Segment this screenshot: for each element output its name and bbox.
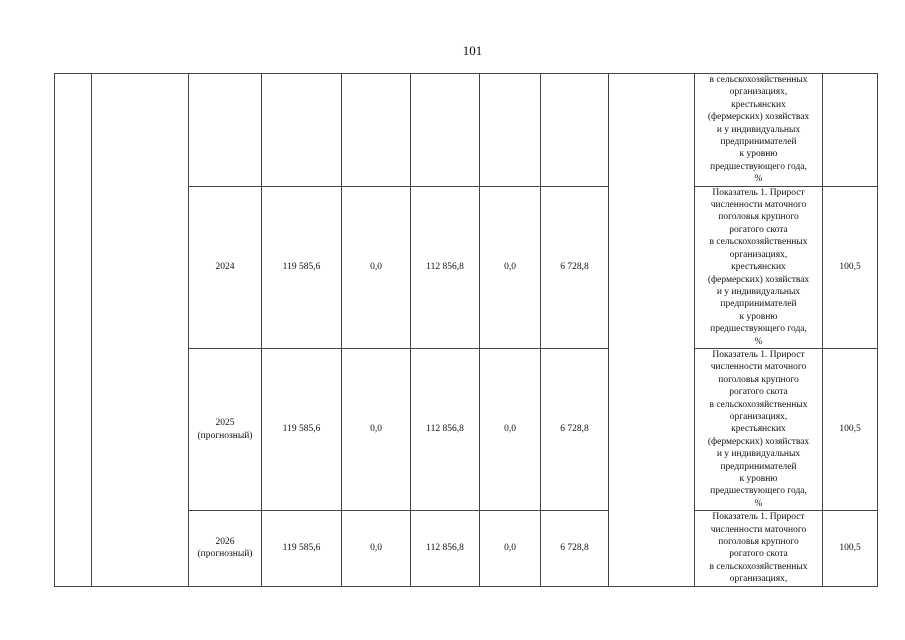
year-cell <box>189 348 262 510</box>
program-table <box>54 73 878 587</box>
value-cell: 100,5 <box>823 348 878 510</box>
year-label: 2024 <box>215 262 235 273</box>
regional-cell: 112 856,8 <box>411 511 480 586</box>
federal-cell: 0,0 <box>342 186 411 348</box>
indicator-line: и у индивидуальных <box>716 124 801 135</box>
indicator-line: Показатель 1. Прирост <box>712 349 805 360</box>
local-cell <box>480 74 541 187</box>
indicator-line: % <box>754 498 763 509</box>
indicator-line: численности маточного <box>710 362 807 373</box>
year-label: 2025 <box>215 418 235 429</box>
indicator-line: рогатого скота <box>729 387 788 398</box>
indicator-line: крестьянских <box>731 262 786 273</box>
executor-cell <box>609 74 695 587</box>
indicator-line: численности маточного <box>710 200 807 211</box>
year-cell <box>189 74 262 187</box>
number-cell <box>55 74 92 587</box>
indicator-line: предшествующего года, <box>710 486 807 497</box>
indicator-line: % <box>754 174 763 185</box>
indicator-line: и у индивидуальных <box>716 286 801 297</box>
other-cell: 6 728,8 <box>541 186 609 348</box>
indicator-cell <box>695 511 823 586</box>
local-cell: 0,0 <box>480 348 541 510</box>
regional-cell: 112 856,8 <box>411 186 480 348</box>
indicator-cell <box>695 348 823 510</box>
indicator-line: крестьянских <box>731 424 786 435</box>
year-cell <box>189 186 262 348</box>
local-cell: 0,0 <box>480 511 541 586</box>
indicator-line: (фермерских) хозяйствах <box>707 112 810 123</box>
indicator-line: к уровню <box>739 311 778 322</box>
federal-cell: 0,0 <box>342 511 411 586</box>
total-cell: 119 585,6 <box>262 186 342 348</box>
indicator-line: поголовья крупного <box>718 374 799 385</box>
federal-cell <box>342 74 411 187</box>
indicator-line: предшествующего года, <box>710 324 807 335</box>
other-cell: 6 728,8 <box>541 511 609 586</box>
indicator-line: поголовья крупного <box>718 537 799 548</box>
indicator-line: к уровню <box>739 149 778 160</box>
indicator-line: предпринимателей <box>720 461 797 472</box>
indicator-line: организациях, <box>729 411 788 422</box>
value-cell: 100,5 <box>823 511 878 586</box>
indicator-line: в сельскохозяйственных <box>709 75 808 85</box>
indicator-line: предпринимателей <box>720 299 797 310</box>
other-cell: 6 728,8 <box>541 348 609 510</box>
total-cell: 119 585,6 <box>262 511 342 586</box>
total-cell: 119 585,6 <box>262 348 342 510</box>
indicator-line: крестьянских <box>731 99 786 110</box>
federal-cell: 0,0 <box>342 348 411 510</box>
regional-cell <box>411 74 480 187</box>
indicator-line: поголовья крупного <box>718 212 799 223</box>
other-cell <box>541 74 609 187</box>
indicator-line: в сельскохозяйственных <box>709 399 808 410</box>
indicator-line: предшествующего года, <box>710 161 807 172</box>
indicator-line: к уровню <box>739 474 778 484</box>
local-cell: 0,0 <box>480 186 541 348</box>
regional-cell: 112 856,8 <box>411 348 480 510</box>
indicator-line: Показатель 1. Прирост <box>712 187 805 198</box>
indicator-line: в сельскохозяйственных <box>709 561 808 572</box>
total-cell <box>262 74 342 187</box>
year-note: (прогнозный) <box>197 549 253 560</box>
indicator-line: Показатель 1. Прирост <box>712 512 805 523</box>
page-number: 101 <box>462 43 483 58</box>
value-cell: 100,5 <box>823 186 878 348</box>
indicator-line: % <box>754 336 763 347</box>
indicator-line: численности маточного <box>710 524 807 535</box>
indicator-line: организациях, <box>729 249 788 260</box>
indicator-line: организациях, <box>729 87 788 98</box>
year-note: (прогнозный) <box>197 430 253 441</box>
indicator-line: и у индивидуальных <box>716 449 801 460</box>
indicator-line: предпринимателей <box>720 137 797 148</box>
table-row <box>55 74 878 187</box>
year-label: 2026 <box>215 537 235 548</box>
indicator-line: в сельскохозяйственных <box>709 237 808 248</box>
year-cell <box>189 511 262 586</box>
name-cell <box>92 74 189 587</box>
indicator-line: (фермерских) хозяйствах <box>707 436 810 447</box>
indicator-line: рогатого скота <box>729 549 788 560</box>
indicator-cell <box>695 186 823 348</box>
indicator-line: (фермерских) хозяйствах <box>707 274 810 285</box>
indicator-line: организациях, <box>729 574 788 585</box>
indicator-cell <box>695 74 823 187</box>
indicator-line: рогатого скота <box>729 224 788 235</box>
value-cell <box>823 74 878 187</box>
